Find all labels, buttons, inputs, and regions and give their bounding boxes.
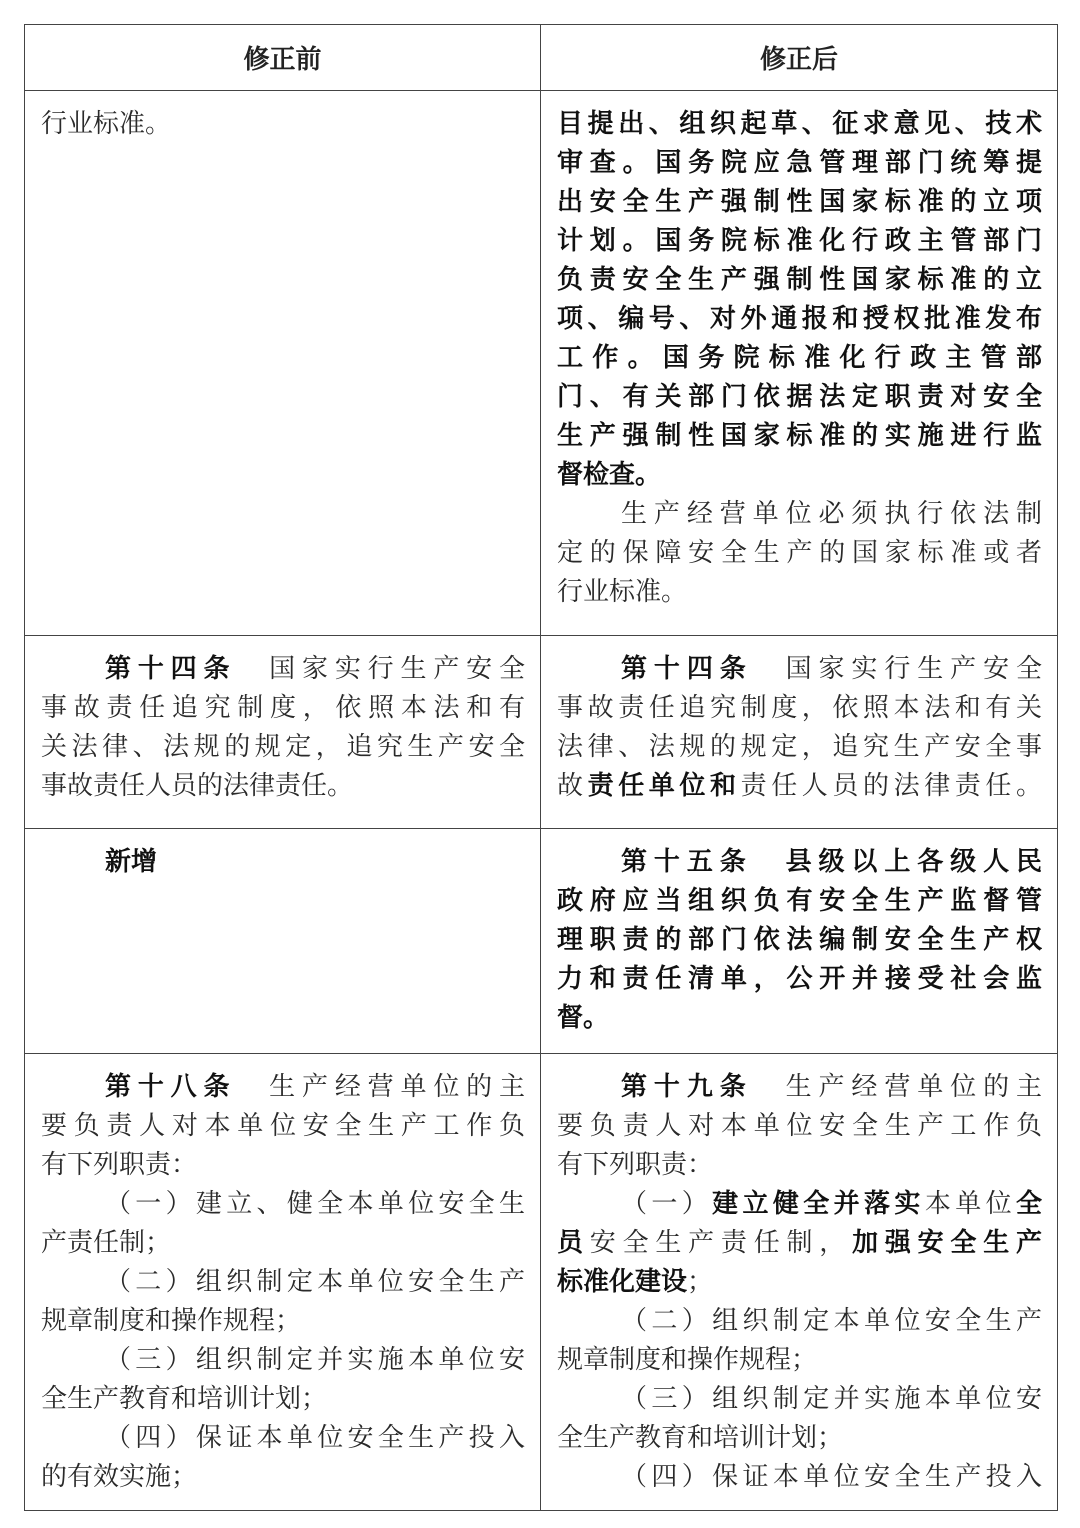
text-line: [557, 1068, 1042, 1107]
text-line: [557, 573, 1042, 612]
text-segment: 的有效实施；: [41, 1462, 198, 1492]
cell-after: [541, 636, 1058, 829]
text-segment: 生产经营单位必须执行依法制: [621, 499, 1042, 529]
text-line: [557, 1302, 1042, 1341]
text-line: [557, 534, 1042, 573]
text-line: [557, 300, 1042, 339]
text-line: [557, 1146, 1042, 1185]
table-row: [25, 829, 1058, 1054]
text-segment: （二）组织制定本单位安全生产: [105, 1267, 525, 1297]
text-segment: 全生产教育和培训计划；: [41, 1384, 328, 1414]
text-line: [557, 1341, 1042, 1380]
text-line: [557, 767, 1042, 806]
text-segment: （一）建立、健全本单位安全生: [105, 1189, 525, 1219]
text-segment: （四）保证本单位安全生产投入: [621, 1462, 1042, 1492]
amended-text: 第十五条 县级以上各级人民: [621, 847, 1042, 877]
text-line: [557, 1419, 1042, 1458]
text-line: [557, 1458, 1042, 1497]
text-line: [557, 1263, 1042, 1302]
text-line: [557, 1107, 1042, 1146]
text-segment: 事故责任追究制度，依照本法和有关: [557, 693, 1042, 723]
header-after: 修正后: [541, 25, 1058, 91]
text-segment: 产责任制；: [41, 1228, 172, 1258]
text-segment: 生产经营单位的主: [236, 1072, 525, 1102]
text-line: [41, 1263, 525, 1302]
text-line: [41, 650, 525, 689]
table-row: [25, 1054, 1058, 1511]
text-segment: 责任人员的法律责任。: [740, 771, 1042, 801]
text-segment: ；: [687, 1267, 714, 1297]
text-line: [557, 261, 1042, 300]
amendment-comparison-table: [24, 24, 1058, 1511]
amended-text: 加强安全生产: [852, 1228, 1042, 1258]
cell-before: [25, 636, 541, 829]
amended-text: 政府应当组织负有安全生产监督管: [557, 886, 1042, 916]
text-line: [41, 1302, 525, 1341]
amended-text: 责任单位和: [587, 771, 741, 801]
text-line: [557, 999, 1042, 1038]
amended-text: 督。: [557, 1003, 610, 1033]
text-line: [41, 767, 525, 806]
text-line: [41, 843, 525, 882]
amended-text: 第十四条: [105, 654, 237, 684]
cell-after: [541, 1054, 1058, 1511]
text-line: [41, 1419, 525, 1458]
header-before: 修正前: [25, 25, 541, 91]
text-line: [557, 960, 1042, 999]
text-line: [557, 1380, 1042, 1419]
text-line: [41, 1224, 525, 1263]
text-segment: （二）组织制定本单位安全生产: [621, 1306, 1042, 1336]
amended-text: 第十四条: [621, 654, 753, 684]
cell-after: [541, 91, 1058, 636]
text-line: [557, 650, 1042, 689]
text-line: [41, 1107, 525, 1146]
text-line: [41, 1380, 525, 1419]
amended-text: 目提出、组织起草、征求意见、技术: [557, 109, 1042, 139]
text-line: [41, 1458, 525, 1497]
text-segment: 故: [557, 771, 588, 801]
text-line: [557, 495, 1042, 534]
amended-text: 建立健全并落实: [712, 1189, 925, 1219]
cell-after: [541, 829, 1058, 1054]
text-line: [557, 222, 1042, 261]
text-segment: 全生产教育和培训计划；: [557, 1423, 844, 1453]
text-segment: 生产经营单位的主: [752, 1072, 1042, 1102]
amended-text: 新增: [105, 847, 158, 877]
text-segment: 规章制度和操作规程；: [41, 1306, 302, 1336]
text-line: [557, 921, 1042, 960]
text-segment: 关法律、法规的规定，追究生产安全: [41, 732, 525, 762]
amended-text: 负责安全生产强制性国家标准的立: [557, 265, 1042, 295]
text-line: [557, 843, 1042, 882]
text-segment: 本单位: [924, 1189, 1016, 1219]
cell-before: [25, 1054, 541, 1511]
text-segment: （三）组织制定并实施本单位安: [105, 1345, 525, 1375]
text-line: [557, 689, 1042, 728]
text-line: [557, 378, 1042, 417]
text-segment: 安全生产责任制，: [589, 1228, 853, 1258]
text-line: [557, 417, 1042, 456]
text-line: [557, 882, 1042, 921]
amended-text: 门、有关部门依据法定职责对安全: [557, 382, 1042, 412]
amended-text: 生产强制性国家标准的实施进行监: [557, 421, 1042, 451]
text-line: [41, 1146, 525, 1185]
amended-text: 项、编号、对外通报和授权批准发布: [557, 304, 1042, 334]
table-row: [25, 636, 1058, 829]
text-line: [41, 1068, 525, 1107]
text-segment: 事故责任人员的法律责任。: [41, 771, 354, 801]
text-line: [557, 183, 1042, 222]
text-line: [557, 456, 1042, 495]
text-segment: 有下列职责：: [41, 1150, 198, 1180]
text-line: [41, 1341, 525, 1380]
text-line: [41, 728, 525, 767]
text-segment: 要负责人对本单位安全生产工作负: [557, 1111, 1042, 1141]
text-line: [557, 1185, 1042, 1224]
amended-text: 员: [557, 1228, 590, 1258]
text-line: [557, 105, 1042, 144]
text-line: [41, 689, 525, 728]
text-segment: 事故责任追究制度，依照本法和有: [41, 693, 525, 723]
header-row: [25, 25, 1058, 91]
text-line: [41, 105, 525, 144]
amended-text: 审查。国务院应急管理部门统筹提: [557, 148, 1042, 178]
text-segment: （三）组织制定并实施本单位安: [621, 1384, 1042, 1414]
text-segment: 定的保障安全生产的国家标准或者: [557, 538, 1042, 568]
cell-before: [25, 91, 541, 636]
cell-before: [25, 829, 541, 1054]
amended-text: 工作。国务院标准化行政主管部: [557, 343, 1042, 373]
text-line: [41, 1185, 525, 1224]
text-segment: 要负责人对本单位安全生产工作负: [41, 1111, 525, 1141]
amended-text: 出安全生产强制性国家标准的立项: [557, 187, 1042, 217]
amended-text: 标准化建设: [557, 1267, 688, 1297]
text-line: [557, 728, 1042, 767]
amended-text: 力和责任清单，公开并接受社会监: [557, 964, 1042, 994]
text-segment: （一）: [621, 1189, 713, 1219]
text-segment: 行业标准。: [557, 577, 688, 607]
text-line: [557, 339, 1042, 378]
text-segment: 国家实行生产安全: [752, 654, 1042, 684]
table-row: [25, 91, 1058, 636]
text-segment: （四）保证本单位安全生产投入: [105, 1423, 525, 1453]
text-segment: 规章制度和操作规程；: [557, 1345, 818, 1375]
text-segment: 行业标准。: [41, 109, 172, 139]
amended-text: 第十九条: [621, 1072, 753, 1102]
text-line: [557, 144, 1042, 183]
amended-text: 理职责的部门依法编制安全生产权: [557, 925, 1042, 955]
text-line: [557, 1224, 1042, 1263]
amended-text: 第十八条: [105, 1072, 237, 1102]
amended-text: 计划。国务院标准化行政主管部门: [557, 226, 1042, 256]
text-segment: 法律、法规的规定，追究生产安全事: [557, 732, 1042, 762]
text-segment: 有下列职责：: [557, 1150, 714, 1180]
amended-text: 督检查。: [557, 460, 662, 490]
amended-text: 全: [1015, 1189, 1042, 1219]
text-segment: 国家实行生产安全: [236, 654, 525, 684]
